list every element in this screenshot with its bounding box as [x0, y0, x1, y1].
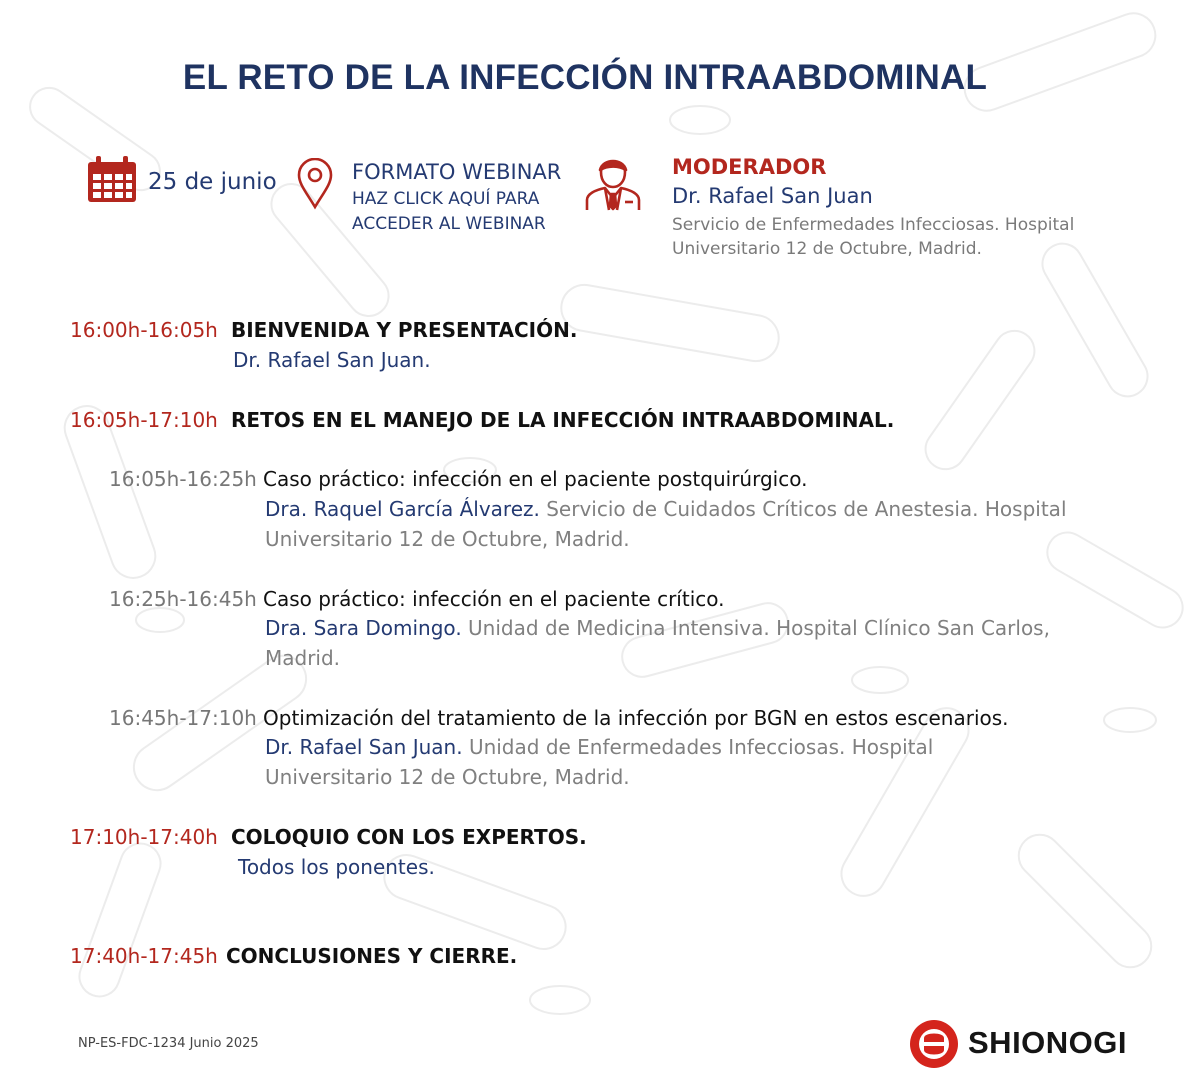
brand-name: SHIONOGI — [968, 1025, 1128, 1060]
agenda-title: BIENVENIDA Y PRESENTACIÓN. — [231, 318, 578, 342]
presenter-icon — [583, 152, 643, 212]
webinar-access-link[interactable]: HAZ CLICK AQUÍ PARA — [352, 189, 540, 209]
session-time: 16:45h-17:10h — [109, 706, 257, 730]
session-speaker: Dra. Raquel García Álvarez. — [265, 497, 540, 521]
agenda-speaker: Dr. Rafael San Juan. — [233, 348, 431, 372]
agenda-title: RETOS EN EL MANEJO DE LA INFECCIÓN INTRAABDOMINAL. — [231, 408, 895, 432]
webinar-access-link-line2[interactable]: ACCEDER AL WEBINAR — [352, 214, 546, 234]
agenda-speaker: Todos los ponentes. — [238, 855, 435, 879]
session-affiliation: Unidad de Enfermedades Infecciosas. Hospital — [468, 735, 934, 759]
agenda-title: CONCLUSIONES Y CIERRE. — [226, 944, 518, 968]
session-title: Caso práctico: infección en el paciente postquirúrgico. — [263, 467, 808, 491]
session-time: 16:25h-16:45h — [109, 587, 257, 611]
session-title: Optimización del tratamiento de la infección por BGN en estos escenarios. — [263, 706, 1009, 730]
format-title: FORMATO WEBINAR — [352, 160, 562, 184]
session-speaker: Dr. Rafael San Juan. — [265, 735, 463, 759]
session-affiliation-line2: Universitario 12 de Octubre, Madrid. — [265, 765, 630, 789]
session-speaker: Dra. Sara Domingo. — [265, 616, 462, 640]
moderator-heading: MODERADOR — [672, 155, 827, 179]
agenda-time: 17:10h-17:40h — [70, 825, 218, 849]
moderator-name: Dr. Rafael San Juan — [672, 184, 873, 208]
session-speaker-line — [265, 497, 1067, 521]
session-affiliation: Servicio de Cuidados Críticos de Anestesia. Hospital — [546, 497, 1067, 521]
agenda-time: 17:40h-17:45h — [70, 944, 218, 968]
moderator-affiliation: Servicio de Enfermedades Infecciosas. Hospital — [672, 215, 1075, 235]
session-title: Caso práctico: infección en el paciente crítico. — [263, 587, 725, 611]
session-affiliation: Unidad de Medicina Intensiva. Hospital Clínico San Carlos, — [468, 616, 1050, 640]
agenda-title: COLOQUIO CON LOS EXPERTOS. — [231, 825, 587, 849]
shionogi-logo-icon — [908, 1018, 960, 1070]
event-date: 25 de junio — [148, 169, 277, 195]
session-time: 16:05h-16:25h — [109, 467, 257, 491]
session-speaker-line — [265, 616, 1050, 640]
agenda-time: 16:05h-17:10h — [70, 408, 218, 432]
agenda-time: 16:00h-16:05h — [70, 318, 218, 342]
location-pin-icon — [297, 158, 333, 210]
document-code: NP-ES-FDC-1234 Junio 2025 — [78, 1036, 259, 1051]
session-affiliation-line2: Madrid. — [265, 646, 341, 670]
calendar-icon — [86, 154, 138, 204]
moderator-affiliation-line2: Universitario 12 de Octubre, Madrid. — [672, 239, 982, 259]
page-title: EL RETO DE LA INFECCIÓN INTRAABDOMINAL — [182, 58, 988, 97]
session-speaker-line — [265, 735, 933, 759]
session-affiliation-line2: Universitario 12 de Octubre, Madrid. — [265, 527, 630, 551]
